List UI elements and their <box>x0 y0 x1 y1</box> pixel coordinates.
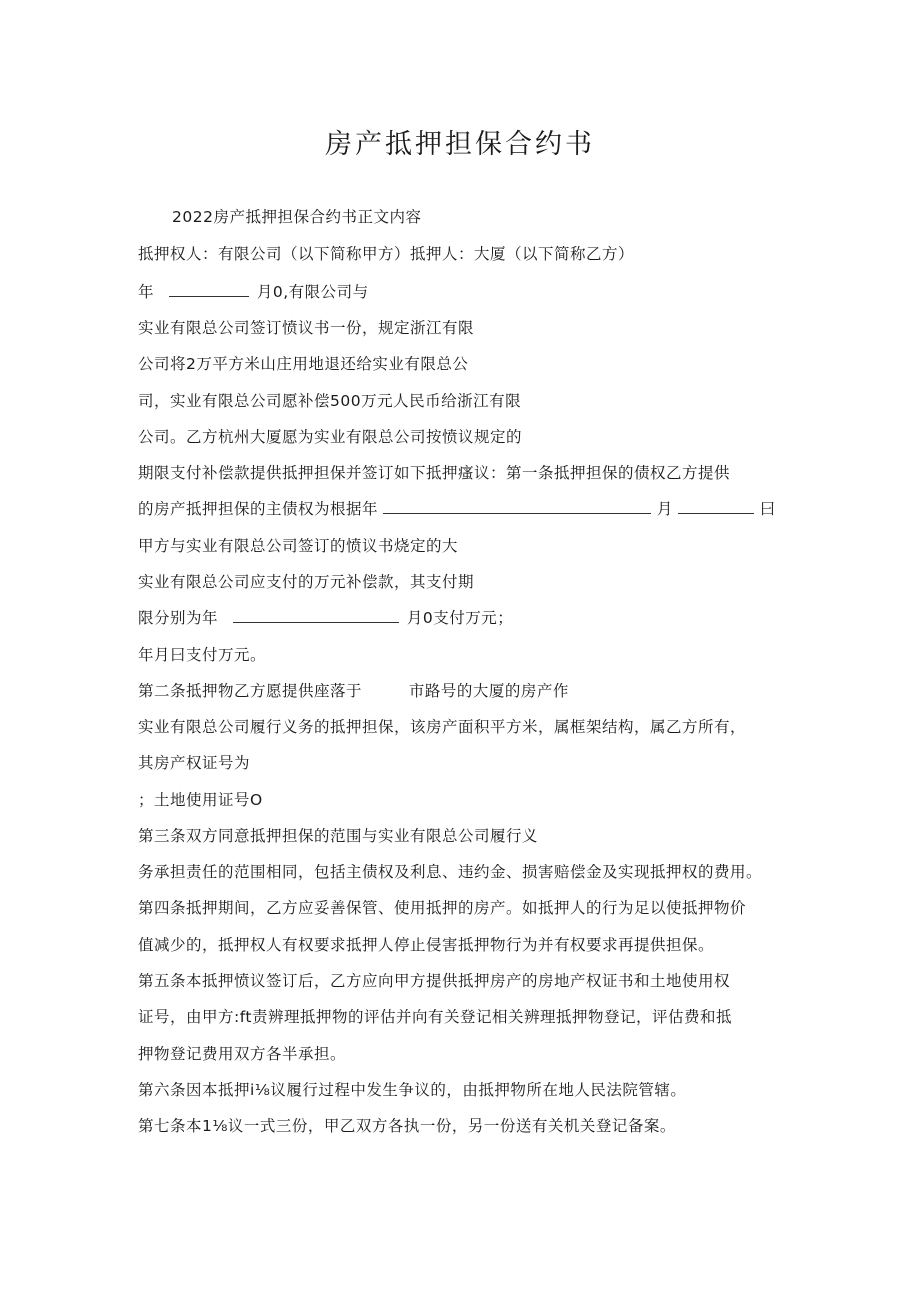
article-4-line: 第四条抵押期间，乙方应妥善保管、使用抵押的房产。如抵押人的行为足以使抵押物价 <box>138 899 747 917</box>
blank-field <box>678 499 754 514</box>
article-1-date-text: 的房产抵押担保的主债权为根据年 <box>138 500 379 518</box>
article-1-month: 月 <box>656 500 673 518</box>
text-line: ；土地使用证号O <box>138 791 263 809</box>
text-line: 实业有限总公司履行义务的抵押担保，该房产面积平方米，属框架结构，属乙方所有， <box>138 718 747 736</box>
blank-field <box>383 499 651 514</box>
article-2-line <box>138 680 569 702</box>
parties-line: 抵押权人：有限公司（以下简称甲方）抵押人：大厦（以下简称乙方） <box>138 245 635 263</box>
text-line: 司，实业有限总公司愿补偿500万元人民币给浙江有限 <box>138 392 522 410</box>
text-line: 证号，由甲方:ft责辨理抵押物的评估并向有关登记相关辨理抵押物登记，评估费和抵 <box>138 1008 732 1026</box>
text-line: 实业有限总公司应支付的万元补偿款，其支付期 <box>138 573 475 591</box>
date-line-month: 月0,有限公司与 <box>256 283 369 301</box>
article-1-line: 期限支付补偿款提供抵押担保并签订如下抵押瘙议：第一条抵押担保的债权乙方提供 <box>138 464 731 482</box>
payment-period-line <box>138 607 513 629</box>
article-2-text: 第二条抵押物乙方愿提供座落于 <box>138 682 363 700</box>
article-2-location: 市路号的大厦的房产作 <box>408 682 569 700</box>
text-line: 其房产权证号为 <box>138 754 251 772</box>
date-line-year: 年 <box>138 283 155 301</box>
article-1-date-line <box>138 498 776 520</box>
payment-period-month: 月0支付万元； <box>406 609 514 627</box>
blank-field <box>169 282 249 297</box>
article-1-day: 曰 <box>759 500 776 518</box>
text-line: 务承担责任的范围相同，包括主债权及利息、违约金、损害赔偿金及实现抵押权的费用。 <box>138 863 763 881</box>
text-line: 值减少的，抵押权人有权要求抵押人停止侵害抵押物行为并有权要求再提供担保。 <box>138 936 715 954</box>
text-line: 押物登记费用双方各半承担。 <box>138 1045 347 1063</box>
text-line: 年月曰支付万元。 <box>138 646 267 664</box>
blank-field <box>233 608 399 623</box>
article-5-line: 第五条本抵押愤议签订后，乙方应向甲方提供抵押房产的房地产权证书和土地使用权 <box>138 972 731 990</box>
document-title: 房产抵押担保合约书 <box>325 129 595 160</box>
text-line: 公司。乙方杭州大厦愿为实业有限总公司按愤议规定的 <box>138 428 523 446</box>
date-line <box>138 281 369 303</box>
article-3-line: 第三条双方同意抵押担保的范围与实业有限总公司履行义 <box>138 827 539 845</box>
article-7-line: 第七条本1⅛议一式三份，甲乙双方各执一份，另一份送有关机关登记备案。 <box>138 1117 676 1135</box>
text-line: 公司将2万平方米山庄用地退还给实业有限总公 <box>138 355 469 373</box>
article-6-line: 第六条因本抵押i⅛议履行过程中发生争议的，由抵押物所在地人民法院管辖。 <box>138 1081 687 1099</box>
text-line: 实业有限总公司签订愤议书一份，规定浙江有限 <box>138 319 475 337</box>
intro-line: 2022房产抵押担保合约书正文内容 <box>172 208 422 226</box>
payment-period-text: 限分别为年 <box>138 609 219 627</box>
text-line: 甲方与实业有限总公司签订的愤议书烧定的大 <box>138 537 459 555</box>
